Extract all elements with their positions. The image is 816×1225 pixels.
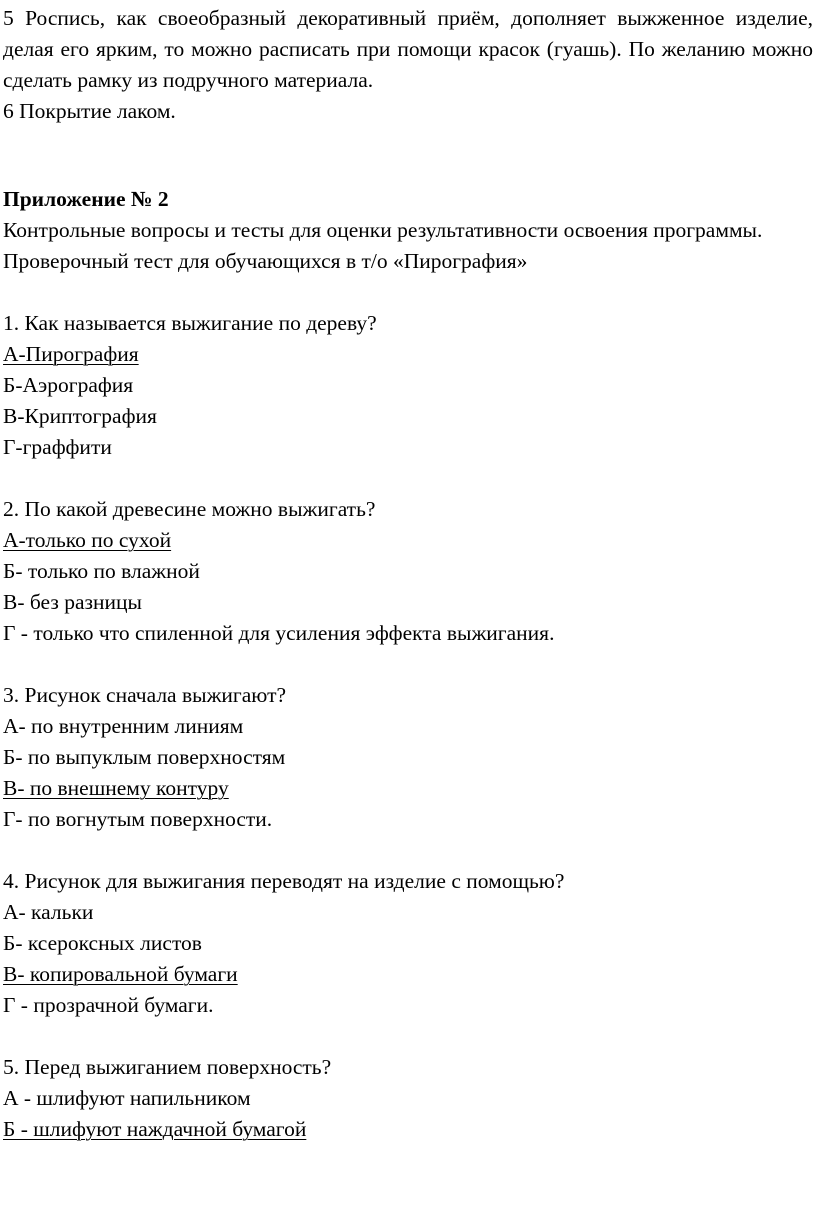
- answer-option-correct: А-только по сухой: [3, 528, 172, 552]
- answer-option: Б- только по влажной: [3, 559, 200, 583]
- question-text: 4. Рисунок для выжигания переводят на изделие с помощью?: [3, 869, 565, 893]
- answer-option-correct: В- копировальной бумаги: [3, 962, 238, 986]
- answer-option: А- кальки: [3, 900, 94, 924]
- appendix-heading: Приложение № 2: [3, 187, 169, 211]
- paragraph-step-6: 6 Покрытие лаком.: [3, 99, 176, 123]
- answer-option: Г- по вогнутым поверхности.: [3, 807, 273, 831]
- answer-option: В-Криптография: [3, 404, 157, 428]
- spacer: [3, 649, 813, 680]
- question-block-1: [3, 308, 813, 463]
- question-block-4: [3, 866, 813, 1021]
- answer-option: Г-граффити: [3, 435, 112, 459]
- answer-option: А - шлифуют напильником: [3, 1086, 251, 1110]
- spacer: [3, 835, 813, 866]
- answer-option: Б-Аэрография: [3, 373, 134, 397]
- answer-option: А- по внутренним линиям: [3, 714, 244, 738]
- answer-option: Б- по выпуклым поверхностям: [3, 745, 286, 769]
- spacer: [3, 1021, 813, 1052]
- answer-option: В- без разницы: [3, 590, 142, 614]
- question-block-3: [3, 680, 813, 835]
- question-text: 3. Рисунок сначала выжигают?: [3, 683, 287, 707]
- appendix-subtitle: Контрольные вопросы и тесты для оценки результативности освоения программы.: [3, 218, 763, 242]
- question-block-5: [3, 1052, 813, 1145]
- answer-option-correct: Б - шлифуют наждачной бумагой: [3, 1117, 307, 1141]
- spacer: [3, 277, 813, 308]
- answer-option: Г - прозрачной бумаги.: [3, 993, 214, 1017]
- answer-option-correct: А-Пирография: [3, 342, 139, 366]
- answer-option: Б- ксероксных листов: [3, 931, 202, 955]
- spacer: [3, 463, 813, 494]
- spacer: [3, 127, 813, 184]
- answer-option-correct: В- по внешнему контуру: [3, 776, 229, 800]
- answer-option: Г - только что спиленной для усиления эффекта выжигания.: [3, 621, 555, 645]
- question-text: 5. Перед выжиганием поверхность?: [3, 1055, 332, 1079]
- test-title: Проверочный тест для обучающихся в т/о «Пирография»: [3, 249, 528, 273]
- question-block-2: [3, 494, 813, 649]
- paragraph-step-5: 5 Роспись, как своеобразный декоративный приём, дополняет выжженное изделие, делая его ярким, то можно расписать при помощи красок (гуашь). По желанию можно сделать рамку из подручного материала.: [3, 6, 813, 92]
- question-text: 2. По какой древесине можно выжигать?: [3, 497, 376, 521]
- question-text: 1. Как называется выжигание по дереву?: [3, 311, 377, 335]
